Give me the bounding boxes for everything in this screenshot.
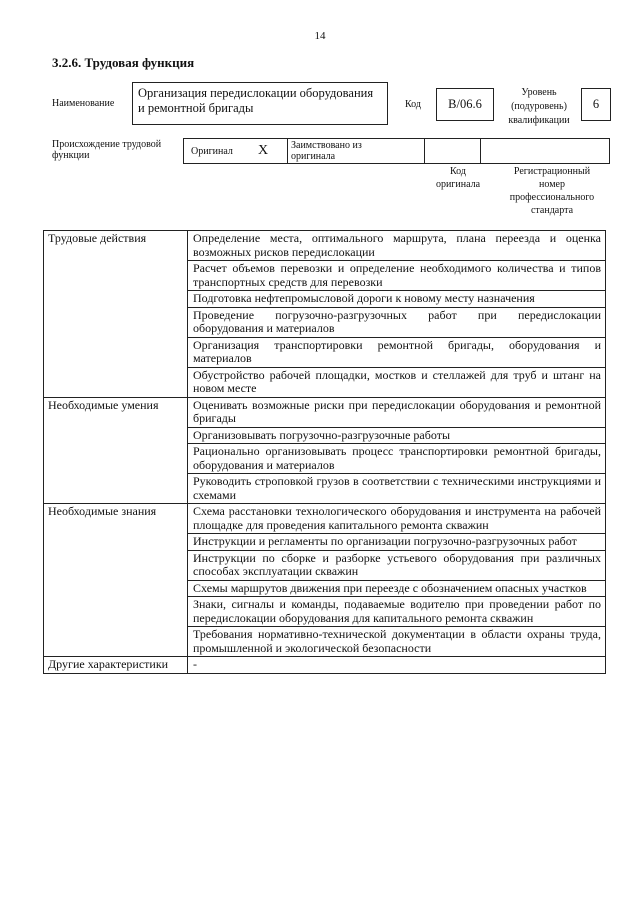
table-row (44, 657, 606, 674)
table-row (44, 504, 606, 534)
table-item-cell: Оценивать возможные риски при передислокации оборудования и ремонтной бригады (188, 397, 606, 427)
category-cell: Необходимые умения (44, 397, 188, 504)
table-item-cell: Проведение погрузочно-разгрузочных работ при передислокации оборудования и материалов (188, 307, 606, 337)
table-item-cell: Схемы маршрутов движения при переезде с обозначением опасных участков (188, 580, 606, 597)
table-item-cell: Инструкции и регламенты по организации погрузочно-разгрузочных работ (188, 534, 606, 551)
table-item-cell: Определение места, оптимального маршрута, плана переезда и оценка возможных рисков передислокации (188, 231, 606, 261)
function-name-box (132, 82, 388, 125)
table-item-cell: Требования нормативно-технической документации в области охраны труда, промышленной и экологической безопасности (188, 627, 606, 657)
level-label-line-1: Уровень (521, 87, 557, 98)
table-item-cell: Организовывать погрузочно-разгрузочные работы (188, 427, 606, 444)
table-item-cell: Обустройство рабочей площадки, мостков и стеллажей для труб и штанг на новом месте (188, 367, 606, 397)
registration-number-caption (488, 166, 616, 216)
level-label (500, 87, 578, 126)
table-item-cell: Руководить строповкой грузов в соответствии с техническими инструкциями и схемами (188, 474, 606, 504)
borrowed-label (291, 140, 362, 162)
table-row (44, 231, 606, 261)
category-cell: Необходимые знания (44, 504, 188, 657)
category-cell: Другие характеристики (44, 657, 188, 674)
function-name: Организация передислокации оборудования и ремонтной бригады (138, 86, 374, 115)
code-caption-line-2: оригинала (435, 179, 481, 190)
original-label: Оригинал (191, 146, 233, 157)
reg-caption-line-1: Регистрационный (513, 166, 591, 177)
origin-label (52, 139, 161, 161)
borrowed-cell (288, 139, 425, 163)
borrowed-label-line-1: Заимствовано из (291, 140, 362, 151)
level-box (581, 88, 611, 121)
original-mark: X (258, 143, 269, 158)
original-cell (184, 139, 288, 163)
page-number: 14 (314, 30, 326, 42)
table-item-cell: - (188, 657, 606, 674)
reg-caption-line-2: номер (539, 179, 565, 190)
origin-code-caption (430, 166, 486, 190)
origin-code-cell (425, 139, 481, 163)
level-label-line-2: (подуровень) (511, 101, 567, 112)
table-item-cell: Расчет объемов перевозки и определение необходимого количества и типов транспортных средств для перевозки (188, 261, 606, 291)
table-item-cell: Организация транспортировки ремонтной бригады, оборудования и материалов (188, 337, 606, 367)
reg-caption-line-4: стандарта (530, 205, 574, 216)
origin-row (183, 138, 610, 164)
registration-number-cell (481, 139, 609, 163)
category-cell: Трудовые действия (44, 231, 188, 398)
reg-caption-line-3: профессионального (509, 192, 595, 203)
table-item-cell: Инструкции по сборке и разборке устьевого оборудования при различных способах эксплуатации скважин (188, 550, 606, 580)
level-value: 6 (592, 97, 600, 111)
level-label-line-3: квалификации (508, 115, 570, 126)
table-item-cell: Подготовка нефтепромысловой дороги к новому месту назначения (188, 291, 606, 308)
table-item-cell: Знаки, сигналы и команды, подаваемые водителю при проведении работ по передислокации оборудования для капитального ремонта скважин (188, 597, 606, 627)
labor-function-table (43, 230, 606, 674)
origin-label-line-2: функции (52, 150, 90, 161)
table-item-cell: Рационально организовывать процесс транспортировки ремонтной бригады, оборудования и материалов (188, 444, 606, 474)
borrowed-label-line-2: оригинала (291, 151, 336, 162)
name-label: Наименование (52, 98, 115, 109)
origin-label-line-1: Происхождение трудовой (52, 139, 162, 150)
code-caption-line-1: Код (450, 166, 466, 177)
code-label: Код (405, 99, 421, 110)
section-title: 3.2.6. Трудовая функция (52, 55, 195, 70)
code-box (436, 88, 494, 121)
code-value: B/06.6 (448, 97, 482, 111)
table-item-cell: Схема расстановки технологического оборудования и инструмента на рабочей площадке для проведения капитального ремонта скважин (188, 504, 606, 534)
table-row (44, 397, 606, 427)
